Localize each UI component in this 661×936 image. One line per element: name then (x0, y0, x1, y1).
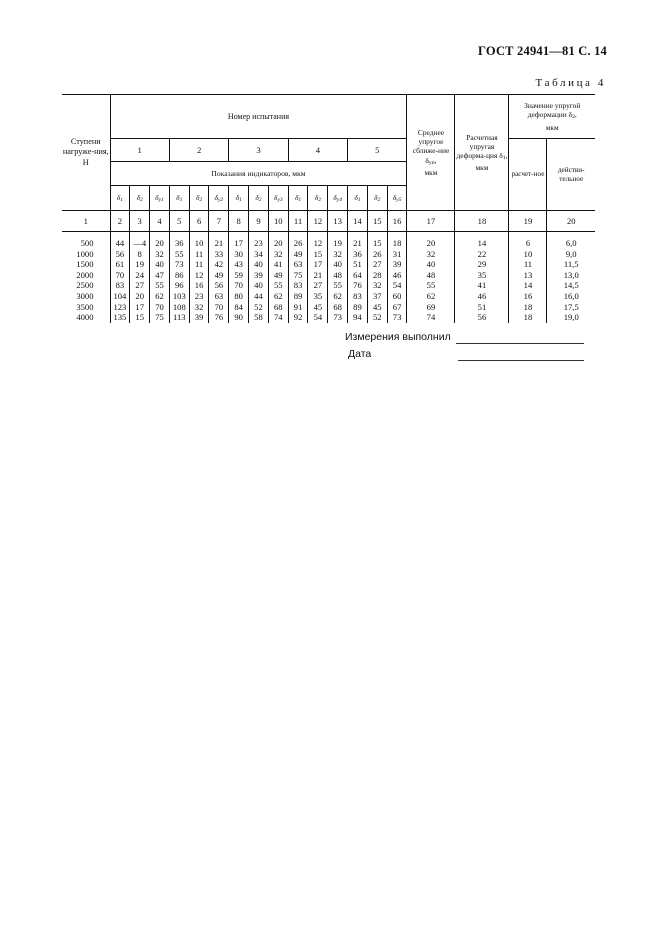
value-cell: 20 (150, 238, 170, 249)
value-cell: 40 (407, 259, 455, 270)
value-cell: 28 (367, 270, 387, 281)
column-number: 4 (150, 211, 170, 232)
value-cell: 17 (130, 302, 150, 313)
value-cell: 62 (268, 291, 288, 302)
value-cell: 62 (150, 291, 170, 302)
value-cell: 89 (288, 291, 308, 302)
value-cell: 14 (509, 280, 547, 291)
symbol-letter: δ (136, 193, 141, 202)
value-cell: 40 (249, 280, 269, 291)
symbol-letter: δ (333, 193, 337, 202)
value-cell: 10 (509, 249, 547, 260)
value-cell: 47 (150, 270, 170, 281)
value-cell: 49 (209, 270, 229, 281)
value-cell: 32 (268, 249, 288, 260)
value-cell: 91 (288, 302, 308, 313)
value-cell: 63 (288, 259, 308, 270)
column-number: 9 (249, 211, 269, 232)
date-label: Дата (348, 348, 372, 360)
value-cell: 48 (328, 270, 348, 281)
document-number: ГОСТ 24941—81 С. 14 (478, 44, 607, 58)
header-load-steps: Ступени нагруже-ния, Н (62, 95, 110, 211)
table-row (62, 270, 595, 281)
value-cell: 23 (189, 291, 209, 302)
value-cell: 55 (169, 249, 189, 260)
header-symbol (348, 186, 368, 211)
value-cell: 70 (150, 302, 170, 313)
value-cell: 55 (407, 280, 455, 291)
value-cell: 24 (130, 270, 150, 281)
value-cell: 135 (110, 312, 130, 323)
value-cell: 26 (367, 249, 387, 260)
header-test-number: Номер испытания (110, 95, 407, 139)
value-cell: 108 (169, 302, 189, 313)
value-cell: 39 (249, 270, 269, 281)
load-step-cell: 3500 (76, 301, 94, 312)
value-cell: 11 (509, 259, 547, 270)
value-cell: 74 (268, 312, 288, 323)
value-cell: 14 (455, 238, 509, 249)
value-cell: 55 (328, 280, 348, 291)
value-cell: 45 (367, 302, 387, 313)
header-indicator-readings: Показания индикаторов, мкм (110, 162, 407, 186)
value-cell: 58 (249, 312, 269, 323)
header-mean-approach: Среднее упругое сближе-ние $\delta_{уп}$, мкм (407, 95, 455, 211)
value-cell: 33 (209, 249, 229, 260)
header-symbol (249, 186, 269, 211)
header-symbol (367, 186, 387, 211)
table-row (62, 291, 595, 302)
value-cell: 11 (189, 249, 209, 260)
elastic-deformation-table (62, 94, 595, 323)
column-number: 18 (455, 211, 509, 232)
header-symbol (229, 186, 249, 211)
value-cell: 44 (110, 238, 130, 249)
symbol-subscript: у4 (336, 197, 343, 203)
value-cell: 44 (249, 291, 269, 302)
symbol-letter: δ (374, 193, 378, 202)
value-cell: 52 (249, 302, 269, 313)
value-cell: 18 (387, 238, 407, 249)
symbol-letter: δ (255, 193, 259, 202)
value-cell: 17 (229, 238, 249, 249)
header-elastic-sub: 2 (572, 114, 575, 121)
value-cell: 21 (308, 270, 328, 281)
value-cell: 21 (209, 238, 229, 249)
value-cell: 70 (110, 270, 130, 281)
value-cell: 17 (308, 259, 328, 270)
value-cell: 41 (455, 280, 509, 291)
header-symbol (169, 186, 189, 211)
value-cell: 62 (328, 291, 348, 302)
value-cell: 14,5 (547, 280, 595, 291)
value-cell: —4 (130, 238, 150, 249)
header-test-3: 3 (229, 139, 288, 162)
value-cell: 123 (110, 302, 130, 313)
column-number: 10 (268, 211, 288, 232)
value-cell: 86 (169, 270, 189, 281)
header-mean-approach-sub: уп (428, 159, 435, 166)
value-cell: 40 (150, 259, 170, 270)
header-test-2: 2 (169, 139, 228, 162)
value-cell: 83 (348, 291, 368, 302)
symbol-subscript: 1 (239, 197, 242, 203)
value-cell: 19 (130, 259, 150, 270)
header-symbol (328, 186, 348, 211)
value-cell: 113 (169, 312, 189, 323)
value-cell: 89 (348, 302, 368, 313)
header-elastic-deformation: Значение упругой деформации $\delta_2$, мкм (509, 95, 595, 139)
value-cell: 27 (367, 259, 387, 270)
value-cell: 75 (150, 312, 170, 323)
value-cell: 42 (209, 259, 229, 270)
symbol-subscript: 2 (258, 197, 262, 203)
header-elastic-calculated: расчет-ное (509, 139, 547, 211)
load-step-cell: 4000 (76, 312, 94, 323)
column-number: 17 (407, 211, 455, 232)
value-cell: 96 (169, 280, 189, 291)
value-cell: 54 (308, 312, 328, 323)
header-elastic-actual: действи-тельное (547, 139, 595, 211)
value-cell: 9,0 (547, 249, 595, 260)
value-cell: 94 (348, 312, 368, 323)
column-number: 5 (169, 211, 189, 232)
value-cell: 19,0 (547, 312, 595, 323)
value-cell: 15 (308, 249, 328, 260)
symbol-subscript: 2 (377, 197, 381, 203)
header-symbol (308, 186, 328, 211)
value-cell: 49 (288, 249, 308, 260)
value-cell: 12 (189, 270, 209, 281)
symbol-subscript: 1 (120, 197, 124, 203)
symbol-subscript: у5 (396, 197, 402, 203)
measured-by-line (456, 343, 584, 344)
value-cell: 32 (328, 249, 348, 260)
value-cell: 32 (367, 280, 387, 291)
symbol-subscript: 1 (298, 197, 302, 203)
value-cell: 18 (509, 312, 547, 323)
column-number: 13 (328, 211, 348, 232)
value-cell: 11 (189, 259, 209, 270)
column-number: 20 (547, 211, 595, 232)
value-cell: 51 (348, 259, 368, 270)
value-cell: 19 (328, 238, 348, 249)
value-cell: 26 (288, 238, 308, 249)
symbol-subscript: у2 (217, 197, 224, 203)
value-cell: 80 (229, 291, 249, 302)
column-number: 3 (130, 211, 150, 232)
symbol-letter: δ (214, 193, 218, 202)
symbol-letter: δ (294, 193, 299, 202)
header-elastic-text: Значение упругой деформации δ (524, 101, 581, 120)
table-row (62, 238, 595, 249)
value-cell: 70 (209, 302, 229, 313)
value-cell: 15 (367, 238, 387, 249)
value-cell: 27 (130, 280, 150, 291)
symbol-letter: δ (273, 193, 278, 202)
symbol-letter: δ (155, 193, 159, 202)
value-cell: 64 (348, 270, 368, 281)
value-cell: 13 (509, 270, 547, 281)
header-test-5: 5 (348, 139, 407, 162)
load-step-cell: 3000 (76, 290, 94, 301)
value-cell: 63 (209, 291, 229, 302)
header-symbol (150, 186, 170, 211)
value-cell: 43 (229, 259, 249, 270)
value-cell: 40 (328, 259, 348, 270)
value-cell: 56 (110, 249, 130, 260)
symbol-letter: δ (354, 193, 358, 202)
symbol-subscript: 1 (357, 197, 361, 203)
column-number: 12 (308, 211, 328, 232)
value-cell: 39 (189, 312, 209, 323)
value-cell: 49 (268, 270, 288, 281)
value-cell: 35 (455, 270, 509, 281)
value-cell: 61 (110, 259, 130, 270)
header-calculated-deformation: Расчетная упругая деформа-ция $\delta_1$, мкм (455, 95, 509, 211)
value-cell: 37 (367, 291, 387, 302)
value-cell: 41 (268, 259, 288, 270)
value-cell: 56 (209, 280, 229, 291)
value-cell: 70 (229, 280, 249, 291)
value-cell: 46 (455, 291, 509, 302)
measured-by-label: Измерения выполнил (345, 331, 451, 343)
value-cell: 103 (169, 291, 189, 302)
value-cell: 51 (455, 302, 509, 313)
value-cell: 6,0 (547, 238, 595, 249)
symbol-letter: δ (116, 193, 121, 202)
table-row (62, 312, 595, 323)
symbol-letter: δ (176, 193, 180, 202)
value-cell: 75 (288, 270, 308, 281)
value-cell: 52 (367, 312, 387, 323)
value-cell: 90 (229, 312, 249, 323)
column-number: 6 (189, 211, 209, 232)
header-test-1: 1 (110, 139, 169, 162)
value-cell: 8 (130, 249, 150, 260)
symbol-letter: δ (195, 193, 200, 202)
value-cell: 10 (189, 238, 209, 249)
symbol-subscript: 2 (318, 197, 321, 203)
value-cell: 35 (308, 291, 328, 302)
value-cell: 73 (328, 312, 348, 323)
table-label: Таблица 4 (535, 77, 606, 89)
symbol-subscript: 1 (179, 197, 183, 203)
value-cell: 46 (387, 270, 407, 281)
header-calc-text: Расчетная упругая деформа-ция δ (456, 132, 503, 160)
value-cell: 67 (387, 302, 407, 313)
column-number: 7 (209, 211, 229, 232)
value-cell: 20 (407, 238, 455, 249)
symbol-letter: δ (235, 193, 239, 202)
header-calc-unit: мкм (475, 163, 489, 173)
header-test-4: 4 (288, 139, 347, 162)
column-number: 15 (367, 211, 387, 232)
value-cell: 40 (249, 259, 269, 270)
symbol-letter: δ (392, 193, 397, 202)
header-symbol (268, 186, 288, 211)
value-cell: 56 (455, 312, 509, 323)
table-row (62, 302, 595, 313)
value-cell: 54 (387, 280, 407, 291)
date-line (458, 360, 584, 361)
value-cell: 22 (455, 249, 509, 260)
load-step-cell: 2000 (76, 269, 94, 280)
table-row (62, 280, 595, 291)
load-step-cell: 500 (80, 238, 94, 248)
header-symbol (110, 186, 130, 211)
column-number: 2 (110, 211, 130, 232)
value-cell: 60 (387, 291, 407, 302)
value-cell: 36 (169, 238, 189, 249)
value-cell: 29 (455, 259, 509, 270)
value-cell: 83 (110, 280, 130, 291)
value-cell: 11,5 (547, 259, 595, 270)
value-cell: 69 (407, 302, 455, 313)
value-cell: 34 (249, 249, 269, 260)
load-step-cell: 2500 (76, 280, 94, 291)
value-cell: 6 (509, 238, 547, 249)
value-cell: 39 (387, 259, 407, 270)
value-cell: 16 (189, 280, 209, 291)
load-step-cell: 1500 (76, 259, 94, 270)
header-symbol (288, 186, 308, 211)
header-symbol (387, 186, 407, 211)
column-number: 8 (229, 211, 249, 232)
value-cell: 20 (130, 291, 150, 302)
column-number: 1 (62, 211, 110, 232)
value-cell: 12 (308, 238, 328, 249)
column-number: 19 (509, 211, 547, 232)
value-cell: 32 (150, 249, 170, 260)
value-cell: 73 (169, 259, 189, 270)
value-cell: 73 (387, 312, 407, 323)
value-cell: 31 (387, 249, 407, 260)
value-cell: 62 (407, 291, 455, 302)
value-cell: 27 (308, 280, 328, 291)
value-cell: 59 (229, 270, 249, 281)
value-cell: 18 (509, 302, 547, 313)
value-cell: 15 (130, 312, 150, 323)
value-cell: 16 (509, 291, 547, 302)
header-calc-sub: 1 (502, 155, 506, 161)
header-mean-approach-text: Среднее упругое сближе-ние δ (412, 127, 450, 165)
value-cell: 20 (268, 238, 288, 249)
value-cell: 32 (407, 249, 455, 260)
symbol-subscript: 2 (140, 197, 143, 203)
value-cell: 30 (229, 249, 249, 260)
value-cell: 68 (328, 302, 348, 313)
header-symbol (130, 186, 150, 211)
table-row (62, 249, 595, 260)
header-mean-approach-unit: мкм (424, 167, 438, 177)
symbol-subscript: у3 (277, 197, 283, 203)
value-cell: 21 (348, 238, 368, 249)
value-cell: 36 (348, 249, 368, 260)
value-cell: 13,0 (547, 270, 595, 281)
value-cell: 104 (110, 291, 130, 302)
header-elastic-unit: мкм (545, 122, 559, 132)
value-cell: 48 (407, 270, 455, 281)
value-cell: 17,5 (547, 302, 595, 313)
value-cell: 55 (268, 280, 288, 291)
load-step-cell: 1000 (76, 248, 94, 259)
column-number: 11 (288, 211, 308, 232)
value-cell: 74 (407, 312, 455, 323)
symbol-subscript: у1 (158, 197, 164, 203)
value-cell: 55 (150, 280, 170, 291)
value-cell: 76 (209, 312, 229, 323)
value-cell: 92 (288, 312, 308, 323)
symbol-subscript: 2 (199, 197, 203, 203)
value-cell: 23 (249, 238, 269, 249)
value-cell: 16,0 (547, 291, 595, 302)
column-number: 16 (387, 211, 407, 232)
value-cell: 83 (288, 280, 308, 291)
value-cell: 45 (308, 302, 328, 313)
value-cell: 76 (348, 280, 368, 291)
value-cell: 68 (268, 302, 288, 313)
column-number: 14 (348, 211, 368, 232)
value-cell: 32 (189, 302, 209, 313)
table-row (62, 259, 595, 270)
header-symbol (209, 186, 229, 211)
value-cell: 84 (229, 302, 249, 313)
symbol-letter: δ (314, 193, 319, 202)
header-symbol (189, 186, 209, 211)
